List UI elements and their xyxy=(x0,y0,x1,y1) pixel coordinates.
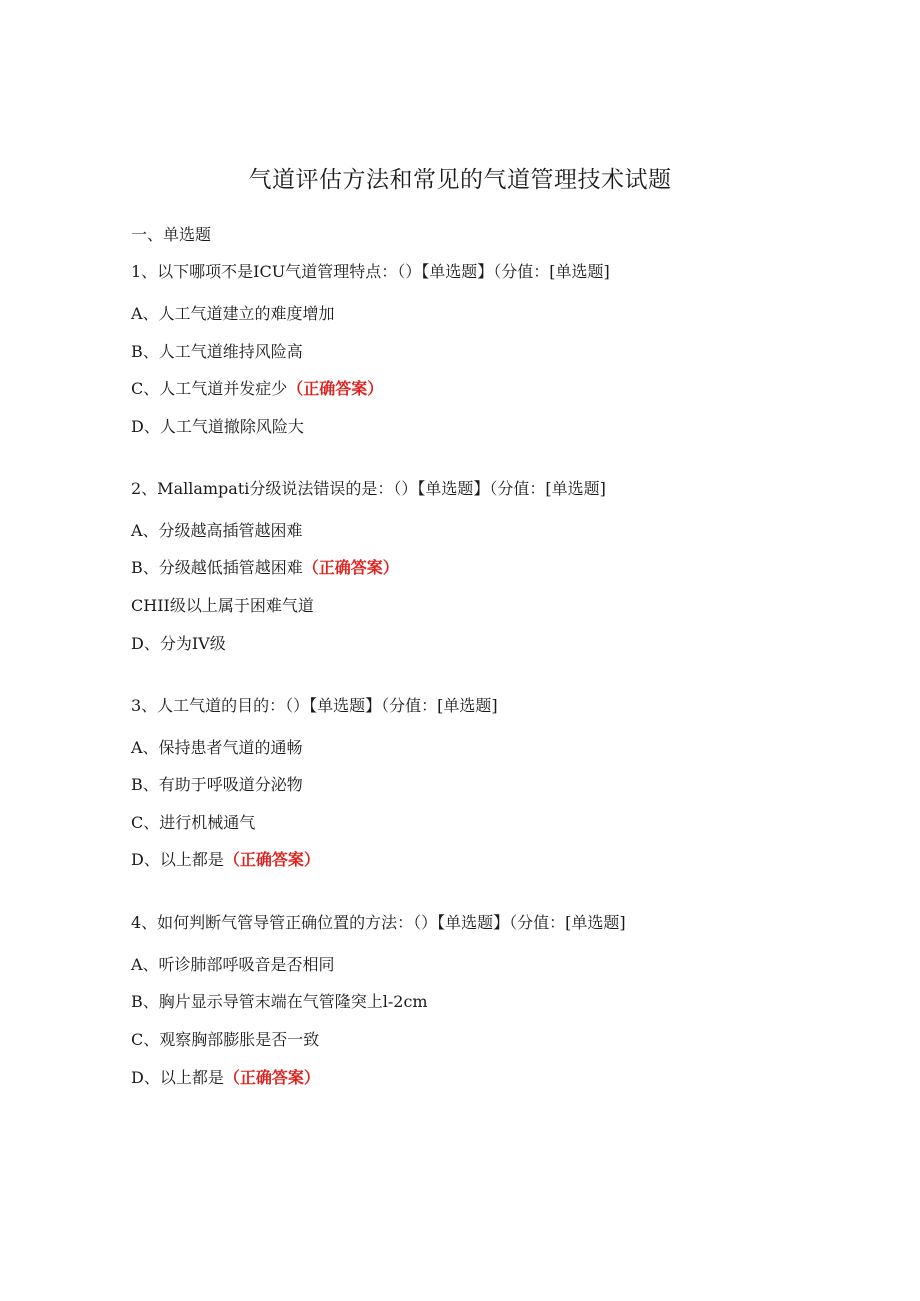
question-1-option-a xyxy=(131,303,335,325)
correct-answer-marker: （正确答案） xyxy=(223,1068,320,1087)
option-text: CHII级以上属于困难气道 xyxy=(131,596,314,615)
correct-answer-marker: （正确答案） xyxy=(302,558,399,577)
correct-answer-marker: （正确答案） xyxy=(223,850,320,869)
option-text: C、人工气道并发症少 xyxy=(131,379,288,398)
question-1-stem: 1、以下哪项不是ICU气道管理特点：（）【单选题】（分值：[单选题] xyxy=(131,262,610,281)
document-title: 气道评估方法和常见的气道管理技术试题 xyxy=(248,167,672,193)
question-2-option-d xyxy=(131,633,226,655)
option-text: B、分级越低插管越困难 xyxy=(131,558,303,577)
question-2-option-a xyxy=(131,520,303,542)
option-text: A、人工气道建立的难度增加 xyxy=(131,304,335,323)
option-text: D、人工气道撤除风险大 xyxy=(131,417,304,436)
question-3-option-c xyxy=(131,812,255,834)
option-text: A、保持患者气道的通畅 xyxy=(131,738,303,757)
option-text: A、听诊肺部呼吸音是否相同 xyxy=(131,955,335,974)
option-text: A、分级越高插管越困难 xyxy=(131,521,303,540)
option-text: D、分为IV级 xyxy=(131,634,226,653)
option-text: B、有助于呼吸道分泌物 xyxy=(131,775,303,794)
question-2-option-c xyxy=(131,595,314,617)
question-3-stem: 3、人工气道的目的：（）【单选题】（分值：[单选题] xyxy=(131,696,498,715)
question-3-option-b xyxy=(131,774,303,796)
option-text: D、以上都是 xyxy=(131,1068,224,1087)
question-4-option-b xyxy=(131,991,428,1013)
option-text: C、进行机械通气 xyxy=(131,813,256,832)
question-1-option-b xyxy=(131,341,303,363)
question-1-option-d xyxy=(131,416,304,438)
option-text: B、人工气道维持风险高 xyxy=(131,342,303,361)
question-4-option-c xyxy=(131,1029,319,1051)
section-heading: 一、单选题 xyxy=(131,225,212,244)
option-text: B、胸片显示导管末端在气管隆突上l-2cm xyxy=(131,992,428,1011)
question-2-option-b xyxy=(131,557,399,579)
option-text: D、以上都是 xyxy=(131,850,224,869)
question-3-option-a xyxy=(131,737,303,759)
question-2-stem: 2、Mallampati分级说法错误的是：（）【单选题】（分值：[单选题] xyxy=(131,479,606,498)
option-text: C、观察胸部膨胀是否一致 xyxy=(131,1030,320,1049)
question-4-stem: 4、如何判断气管导管正确位置的方法：（）【单选题】（分值：[单选题] xyxy=(131,913,626,932)
question-4-option-d xyxy=(131,1067,320,1089)
question-4-option-a xyxy=(131,954,335,976)
question-3-option-d xyxy=(131,849,320,871)
question-1-option-c xyxy=(131,378,383,400)
correct-answer-marker: （正确答案） xyxy=(287,379,384,398)
